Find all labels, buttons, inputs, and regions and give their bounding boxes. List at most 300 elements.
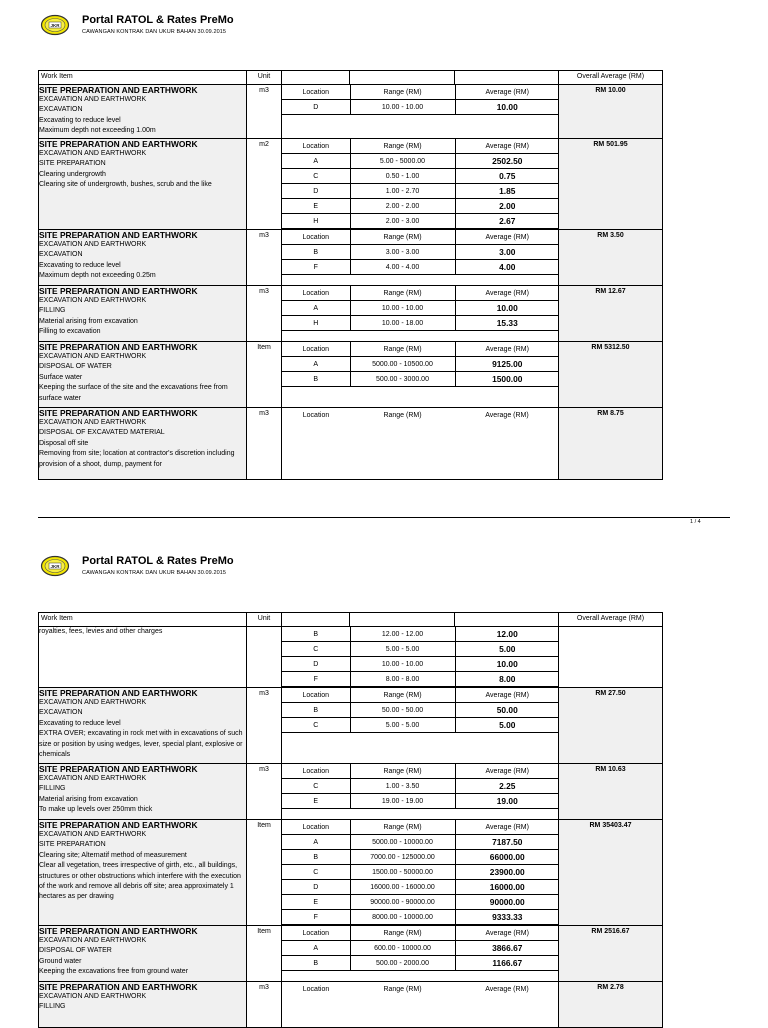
location-rates-table [282,230,559,275]
overall-average-cell: RM 27.50 [559,688,663,764]
location-row [282,199,559,214]
location-code: A [282,941,350,956]
location-code: B [282,850,350,865]
work-item-cell [39,688,247,764]
location-row [282,880,559,895]
location-row [282,672,559,687]
average-value: 9333.33 [455,910,559,925]
range-header: Range (RM) [350,926,455,941]
work-item-line: FILLING [39,1003,66,1011]
location-header: Location [282,820,350,835]
rates-table [38,70,663,480]
range-header: Range (RM) [350,85,455,100]
location-row [282,245,559,260]
work-item-line: DISPOSAL OF EXCAVATED MATERIAL [39,429,165,437]
location-header: Location [282,688,350,703]
location-header: Location [282,926,350,941]
work-item-category: SITE PREPARATION AND EARTHWORK [39,926,198,936]
overall-average-cell: RM 2.78 [559,982,663,1028]
average-header: Average (RM) [455,764,559,779]
work-item-line: DISPOSAL OF WATER [39,947,112,955]
location-rates-cell [282,230,559,286]
range-value: 16000.00 - 16000.00 [350,880,455,895]
location-rates-table [282,85,559,115]
location-header-row [282,408,559,422]
work-item-line: Excavating to reduce level [39,261,121,269]
work-item-category: SITE PREPARATION AND EARTHWORK [39,820,198,830]
work-item-line: Material arising from excavation [39,317,138,325]
location-header: Location [282,342,350,357]
location-rates-table [282,286,559,331]
range-header: Range (RM) [350,342,455,357]
location-row [282,910,559,925]
average-value: 12.00 [455,627,559,642]
overall-average-cell: RM 5312.50 [559,342,663,408]
range-value: 10.00 - 10.00 [350,100,455,115]
work-item-line: Clearing site of undergrowth, bushes, scrub and the like [39,181,212,189]
location-row [282,316,559,331]
location-row [282,357,559,372]
average-value: 2.67 [455,214,559,229]
work-item-category: SITE PREPARATION AND EARTHWORK [39,286,198,296]
table-row [39,820,663,926]
rates-table [38,612,663,1028]
location-header-row [282,342,559,357]
average-value: 10.00 [455,301,559,316]
overall-average-cell: RM 501.95 [559,139,663,230]
average-header: Average (RM) [455,85,559,100]
col-header-overall: Overall Average (RM) [559,71,663,85]
svg-text:JKR: JKR [50,22,60,28]
range-value: 2.00 - 2.00 [350,199,455,214]
unit-cell: m3 [247,85,282,139]
work-item-line: EXCAVATION AND EARTHWORK [39,419,147,426]
location-rates-cell [282,286,559,342]
table-row [39,688,663,764]
location-row [282,956,559,971]
work-item-line: FILLING [39,307,66,315]
work-item-line: EXCAVATION AND EARTHWORK [39,241,147,248]
table-row [39,764,663,820]
work-item-cell [39,139,247,230]
table-row [39,230,663,286]
work-item-cell [39,286,247,342]
average-value: 3866.67 [455,941,559,956]
col-header-unit: Unit [247,613,282,627]
work-item-line: EXCAVATION AND EARTHWORK [39,937,147,944]
average-value: 50.00 [455,703,559,718]
work-item-line: Excavating to reduce level [39,719,121,727]
work-item-cell [39,342,247,408]
column-header-row [39,71,663,85]
location-row [282,850,559,865]
location-code: F [282,260,350,275]
unit-cell: m3 [247,408,282,480]
location-rates-table [282,688,559,733]
average-header: Average (RM) [455,342,559,357]
average-value: 10.00 [455,100,559,115]
work-item-line: Keeping the excavations free from ground water [39,968,189,976]
work-item-category: SITE PREPARATION AND EARTHWORK [39,982,198,992]
work-item-cell [39,820,247,926]
overall-average-cell: RM 10.63 [559,764,663,820]
location-row [282,941,559,956]
range-value: 12.00 - 12.00 [350,627,455,642]
range-header: Range (RM) [350,230,455,245]
location-row [282,301,559,316]
col-header-location-blank [282,71,350,85]
table-row [39,982,663,1028]
location-header-row [282,230,559,245]
location-header: Location [282,139,350,154]
unit-cell: m3 [247,688,282,764]
average-value: 16000.00 [455,880,559,895]
overall-average-cell: RM 10.00 [559,85,663,139]
page-title: Portal RATOL & Rates PreMo [82,555,234,567]
average-value: 10.00 [455,657,559,672]
location-row [282,718,559,733]
table-row [39,342,663,408]
work-item-line: Keeping the surface of the site and the excavations free from surface water [39,384,228,402]
location-rates-table [282,342,559,387]
location-row [282,100,559,115]
work-item-line: EXTRA OVER; excavating in rock met with in excavations of such size or position by using wedges, lever, special plant, explosive or chemicals [39,730,243,759]
unit-cell [247,627,282,688]
location-rates-cell [282,85,559,139]
work-item-line: Material arising from excavation [39,795,138,803]
unit-cell: m2 [247,139,282,230]
work-item-line: EXCAVATION AND EARTHWORK [39,993,147,1000]
location-rates-cell [282,764,559,820]
work-item-cell [39,85,247,139]
table-row [39,85,663,139]
col-header-range-blank [350,613,455,627]
average-value: 2.25 [455,779,559,794]
range-value: 4.00 - 4.00 [350,260,455,275]
unit-cell: Item [247,342,282,408]
col-header-unit: Unit [247,71,282,85]
range-value: 8.00 - 8.00 [350,672,455,687]
work-item-line: Excavating to reduce level [39,116,121,124]
location-row [282,779,559,794]
location-code: D [282,184,350,199]
location-header: Location [282,286,350,301]
col-header-work-item: Work Item [39,71,247,85]
work-item-line: EXCAVATION AND EARTHWORK [39,775,147,782]
average-header: Average (RM) [455,926,559,941]
range-value: 500.00 - 3000.00 [350,372,455,387]
location-rates-cell [282,627,559,688]
svg-text:JKR: JKR [50,563,60,569]
location-code: B [282,627,350,642]
work-item-line: EXCAVATION [39,106,83,114]
average-header: Average (RM) [455,688,559,703]
overall-average-cell: RM 12.67 [559,286,663,342]
location-code: A [282,357,350,372]
table-row [39,286,663,342]
location-header-row [282,139,559,154]
location-code: A [282,154,350,169]
page-number: 1 / 4 [690,519,701,525]
location-rates-cell [282,688,559,764]
work-item-line: FILLING [39,785,66,793]
average-value: 90000.00 [455,895,559,910]
unit-cell: m3 [247,286,282,342]
location-row [282,154,559,169]
location-code: C [282,779,350,794]
range-value: 7000.00 - 125000.00 [350,850,455,865]
work-item-cell [39,230,247,286]
overall-average-cell: RM 3.50 [559,230,663,286]
average-value: 3.00 [455,245,559,260]
location-header-row [282,982,559,996]
range-header: Range (RM) [350,764,455,779]
location-rates-cell [282,820,559,926]
work-item-category: SITE PREPARATION AND EARTHWORK [39,688,198,698]
location-row [282,835,559,850]
average-value: 1500.00 [455,372,559,387]
location-header: Location [282,230,350,245]
location-code: D [282,100,350,115]
work-item-cell [39,926,247,982]
work-item-line: SITE PREPARATION [39,841,106,849]
average-value: 1166.67 [455,956,559,971]
unit-cell: Item [247,820,282,926]
range-header: Range (RM) [350,139,455,154]
work-item-line: EXCAVATION AND EARTHWORK [39,831,147,838]
location-code: C [282,169,350,184]
work-item-line: DISPOSAL OF WATER [39,363,112,371]
work-item-line: Clearing undergrowth [39,170,106,178]
work-item-line: Filling to excavation [39,328,101,336]
average-value: 5.00 [455,642,559,657]
average-value: 66000.00 [455,850,559,865]
location-header: Location [282,764,350,779]
unit-cell: m3 [247,982,282,1028]
location-row [282,794,559,809]
location-header: Location [302,411,330,419]
average-value: 1.85 [455,184,559,199]
range-header: Range (RM) [350,286,455,301]
location-code: B [282,372,350,387]
col-header-average-blank [455,613,559,627]
col-header-location-blank [282,613,350,627]
location-row [282,865,559,880]
work-item-line: EXCAVATION AND EARTHWORK [39,96,147,103]
unit-cell: m3 [247,764,282,820]
jkr-logo-icon [40,555,70,577]
location-rates-table [282,982,559,996]
unit-cell: Item [247,926,282,982]
range-value: 2.00 - 3.00 [350,214,455,229]
location-rates-table [282,764,559,809]
location-header-row [282,286,559,301]
range-value: 600.00 - 10000.00 [350,941,455,956]
location-row [282,184,559,199]
work-item-line: Disposal off site [39,439,89,447]
work-item-line: Removing from site; location at contractor's discretion including provision of a shoot, dump, payment for [39,450,235,468]
location-code: B [282,956,350,971]
range-header: Range (RM) [350,820,455,835]
page-title: Portal RATOL & Rates PreMo [82,14,234,26]
location-code: D [282,657,350,672]
location-code: C [282,718,350,733]
range-value: 1.00 - 3.50 [350,779,455,794]
location-header-row [282,85,559,100]
location-code: A [282,835,350,850]
work-item-line: Surface water [39,373,83,381]
page-separator [38,517,730,518]
average-value: 9125.00 [455,357,559,372]
work-item-cell [39,408,247,480]
column-header-row [39,613,663,627]
location-rates-table [282,139,559,229]
location-header: Location [302,985,330,993]
range-header: Range (RM) [383,985,422,993]
work-item-category: SITE PREPARATION AND EARTHWORK [39,85,198,95]
location-row [282,214,559,229]
col-header-range-blank [350,71,455,85]
average-value: 8.00 [455,672,559,687]
work-item-category: SITE PREPARATION AND EARTHWORK [39,342,198,352]
location-code: B [282,245,350,260]
work-item-line: Clearing site; Alternatif method of measurement [39,851,187,859]
average-header: Average (RM) [485,985,529,993]
location-rates-table [282,820,559,925]
work-item-cell [39,627,247,688]
average-value: 23900.00 [455,865,559,880]
location-row [282,642,559,657]
location-code: E [282,895,350,910]
range-value: 8000.00 - 10000.00 [350,910,455,925]
location-code: C [282,865,350,880]
average-header: Average (RM) [455,230,559,245]
range-value: 5.00 - 5000.00 [350,154,455,169]
work-item-line: Maximum depth not exceeding 0.25m [39,272,156,280]
location-code: A [282,301,350,316]
work-item-line: EXCAVATION AND EARTHWORK [39,150,147,157]
work-item-category: SITE PREPARATION AND EARTHWORK [39,230,198,240]
table-row [39,408,663,480]
page-subtitle: CAWANGAN KONTRAK DAN UKUR BAHAN 30.09.2015 [82,29,227,35]
range-value: 500.00 - 2000.00 [350,956,455,971]
location-code: H [282,214,350,229]
range-value: 50.00 - 50.00 [350,703,455,718]
overall-average-cell: RM 8.75 [559,408,663,480]
location-row [282,895,559,910]
location-row [282,703,559,718]
unit-cell: m3 [247,230,282,286]
location-row [282,372,559,387]
location-code: F [282,672,350,687]
location-rates-cell [282,139,559,230]
work-item-line: EXCAVATION [39,251,83,259]
col-header-work-item: Work Item [39,613,247,627]
work-item-cell [39,982,247,1028]
work-item-category: SITE PREPARATION AND EARTHWORK [39,139,198,149]
location-code: H [282,316,350,331]
overall-average-cell [559,627,663,688]
location-rates-table [282,627,559,687]
average-value: 2.00 [455,199,559,214]
range-header: Range (RM) [383,411,422,419]
range-header: Range (RM) [350,688,455,703]
average-value: 15.33 [455,316,559,331]
average-value: 2502.50 [455,154,559,169]
work-item-category: SITE PREPARATION AND EARTHWORK [39,408,198,418]
work-item-cell [39,764,247,820]
average-value: 5.00 [455,718,559,733]
page-subtitle: CAWANGAN KONTRAK DAN UKUR BAHAN 30.09.2015 [82,570,227,576]
location-code: E [282,794,350,809]
average-header: Average (RM) [455,286,559,301]
table-row [39,139,663,230]
location-row [282,260,559,275]
work-item-line: Ground water [39,957,82,965]
location-row [282,169,559,184]
location-code: E [282,199,350,214]
work-item-line: Clear all vegetation, trees irrespective of girth, etc., all buildings, structures or other obstructions which interfere with the execution of the work and remove all debris off site; area approximately 1 hectares as per drawing [39,862,241,901]
range-value: 1500.00 - 50000.00 [350,865,455,880]
location-rates-cell [282,342,559,408]
average-header: Average (RM) [455,820,559,835]
range-value: 10.00 - 10.00 [350,657,455,672]
average-value: 19.00 [455,794,559,809]
location-rates-cell [282,408,559,480]
location-header-row [282,820,559,835]
overall-average-cell: RM 2516.67 [559,926,663,982]
work-item-line: Maximum depth not exceeding 1.00m [39,127,156,135]
range-value: 5.00 - 5.00 [350,718,455,733]
work-item-line: EXCAVATION AND EARTHWORK [39,353,147,360]
col-header-average-blank [455,71,559,85]
location-header-row [282,926,559,941]
location-code: D [282,880,350,895]
location-code: F [282,910,350,925]
range-value: 0.50 - 1.00 [350,169,455,184]
range-value: 5.00 - 5.00 [350,642,455,657]
work-item-line: SITE PREPARATION [39,160,106,168]
location-header-row [282,688,559,703]
work-item-line: EXCAVATION AND EARTHWORK [39,297,147,304]
col-header-overall: Overall Average (RM) [559,613,663,627]
location-code: B [282,703,350,718]
location-rates-cell [282,982,559,1028]
work-item-line: To make up levels over 250mm thick [39,806,153,814]
range-value: 19.00 - 19.00 [350,794,455,809]
location-header: Location [282,85,350,100]
table-row [39,926,663,982]
overall-average-cell: RM 35403.47 [559,820,663,926]
location-code: C [282,642,350,657]
average-value: 4.00 [455,260,559,275]
range-value: 10.00 - 10.00 [350,301,455,316]
location-rates-cell [282,926,559,982]
location-row [282,627,559,642]
table-row [39,627,663,688]
average-header: Average (RM) [455,139,559,154]
work-item-line: EXCAVATION [39,709,83,717]
jkr-logo-icon [40,14,70,36]
range-value: 90000.00 - 90000.00 [350,895,455,910]
location-rates-table [282,926,559,971]
work-item-line: EXCAVATION AND EARTHWORK [39,699,147,706]
work-item-category: SITE PREPARATION AND EARTHWORK [39,764,198,774]
location-header-row [282,764,559,779]
location-row [282,657,559,672]
range-value: 5000.00 - 10500.00 [350,357,455,372]
range-value: 3.00 - 3.00 [350,245,455,260]
